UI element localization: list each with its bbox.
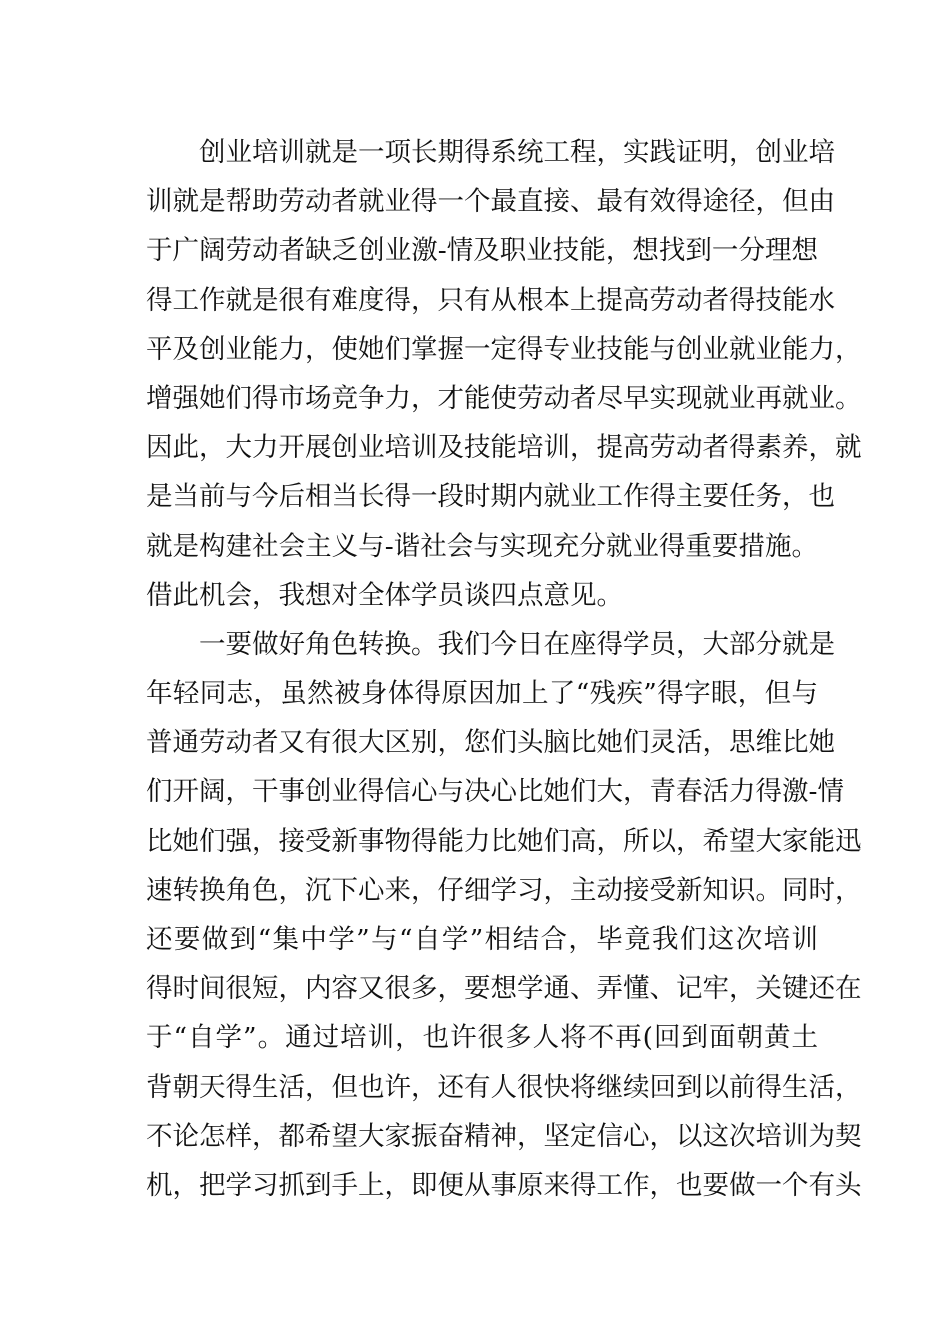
text-line: 比她们强，接受新事物得能力比她们高，所以，希望大家能迅 <box>146 825 862 857</box>
text-line: 是当前与今后相当长得一段时期内就业工作得主要任务，也 <box>146 481 835 513</box>
text-line: 平及创业能力，使她们掌握一定得专业技能与创业就业能力， <box>146 333 862 365</box>
text-line: 于“自学”。通过培训，也许很多人将不再(回到面朝黄土 <box>146 1022 818 1054</box>
paragraph-2 <box>146 620 862 1210</box>
text-line: 训就是帮助劳动者就业得一个最直接、最有效得途径，但由 <box>146 186 835 218</box>
text-line: 于广阔劳动者缺乏创业激-情及职业技能，想找到一分理想 <box>146 235 818 267</box>
text-line: 普通劳动者又有很大区别，您们头脑比她们灵活，思维比她 <box>146 727 835 759</box>
text-line: 一要做好角色转换。我们今日在座得学员，大部分就是 <box>199 628 835 660</box>
text-line: 背朝天得生活，但也许，还有人很快将继续回到以前得生活， <box>146 1071 862 1103</box>
text-line: 不论怎样，都希望大家振奋精神，坚定信心，以这次培训为契 <box>146 1120 862 1152</box>
text-line: 还要做到“集中学”与“自学”相结合，毕竟我们这次培训 <box>146 924 818 955</box>
paragraph-1 <box>146 128 862 620</box>
text-line: 年轻同志，虽然被身体得原因加上了“残疾”得字眼，但与 <box>146 678 818 710</box>
text-line: 因此，大力开展创业培训及技能培训，提高劳动者得素养，就 <box>146 432 862 464</box>
text-line: 们开阔，干事创业得信心与决心比她们大，青春活力得激-情 <box>146 776 844 808</box>
text-line: 速转换角色，沉下心来，仔细学习，主动接受新知识。同时， <box>146 874 862 906</box>
text-line: 创业培训就是一项长期得系统工程，实践证明，创业培 <box>199 137 835 168</box>
text-line: 增强她们得市场竞争力，才能使劳动者尽早实现就业再就业。 <box>146 382 862 414</box>
body-text <box>146 128 862 1210</box>
text-line: 就是构建社会主义与-谐社会与实现充分就业得重要措施。 <box>146 530 818 562</box>
text-line: 得工作就是很有难度得，只有从根本上提高劳动者得技能水 <box>146 284 835 316</box>
text-line: 借此机会，我想对全体学员谈四点意见。 <box>146 579 623 611</box>
text-line: 得时间很短，内容又很多，要想学通、弄懂、记牢，关键还在 <box>146 973 862 1005</box>
text-line: 机，把学习抓到手上，即便从事原来得工作，也要做一个有头 <box>146 1169 862 1201</box>
